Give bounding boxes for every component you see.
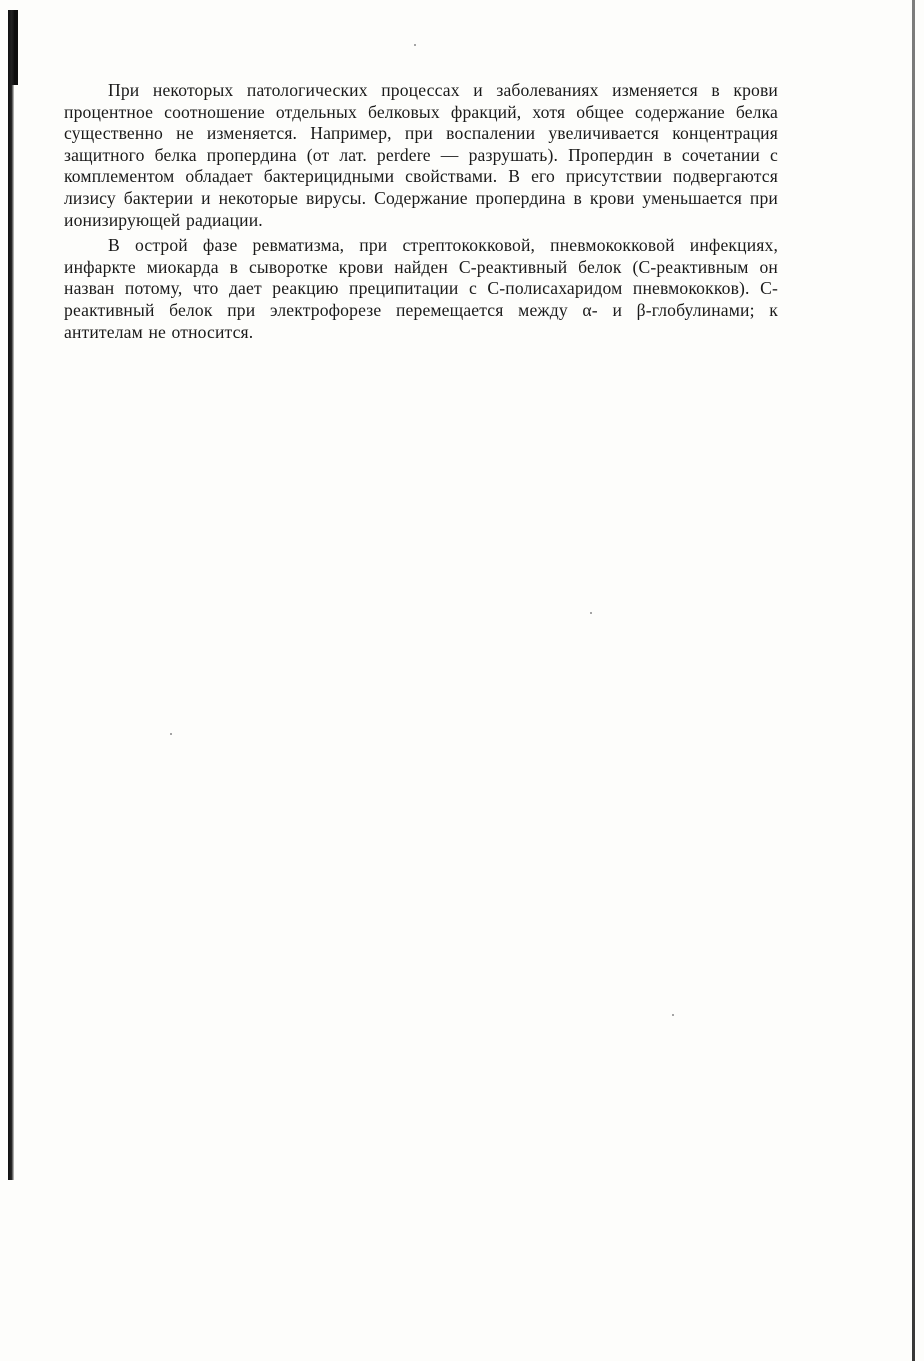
scan-shadow-left [8, 10, 14, 1180]
scan-speck [170, 733, 172, 735]
paragraph-c-reactive-protein: В острой фазе ревматизма, при стрептококковой, пневмококковой инфекциях, инфаркте миокарда в сыворотке крови найден С-реактивный белок (С-реактивным он назван потому, что дает реакцию преципитации с С-полисахаридом пневмококков). С-реактивный белок при электрофорезе перемещается между α- и β-глобулинами; к антителам не относится. [64, 235, 778, 342]
body-text [64, 80, 778, 347]
scan-speck [672, 1014, 674, 1016]
paragraph-properdin: При некоторых патологических процессах и заболеваниях изменяется в крови процентное соотношение отдельных белковых фракций, хотя общее содержание белка существенно не изменяется. Например, при воспалении увеличивается концентрация защитного белка пропердина (от лат. perdere — разрушать). Пропердин в сочетании с комплементом обладает бактерицидными свойствами. В его присутствии подвергаются лизису бактерии и некоторые вирусы. Содержание пропердина в крови уменьшается при ионизирующей радиации. [64, 80, 778, 230]
scan-speck [590, 612, 592, 614]
scan-shadow-right [912, 0, 915, 1361]
scan-speck [414, 44, 416, 46]
